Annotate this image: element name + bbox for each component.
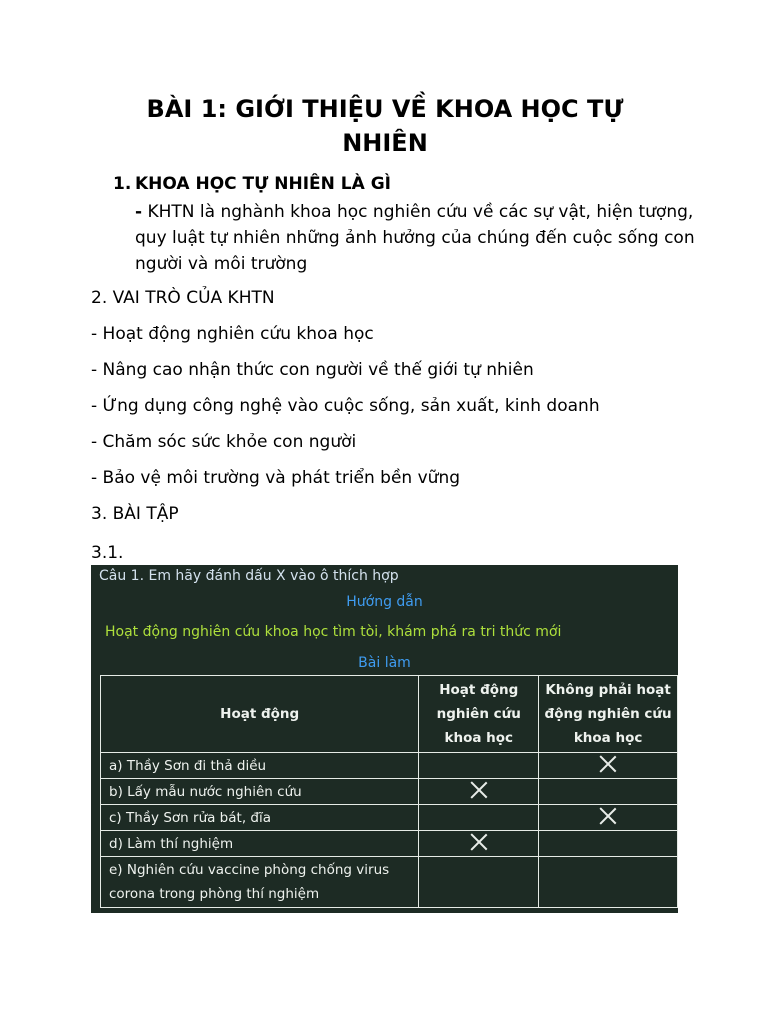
section-1-dash: - xyxy=(135,202,143,222)
research-cell xyxy=(419,779,539,805)
exercise-table xyxy=(100,675,678,908)
section-2-item: - Chăm sóc sức khỏe con người xyxy=(91,432,357,452)
x-mark-icon xyxy=(468,780,490,800)
section-1-body xyxy=(135,199,695,277)
section-3-heading: 3. BÀI TẬP xyxy=(91,504,179,524)
exercise-board-image xyxy=(91,565,678,913)
section-2-item: - Nâng cao nhận thức con người về thế giới tự nhiên xyxy=(91,360,534,380)
section-2-item: - Bảo vệ môi trường và phát triển bền vững xyxy=(91,468,461,488)
section-1-number: 1. xyxy=(113,174,132,194)
research-cell xyxy=(419,857,539,908)
not-research-cell xyxy=(539,831,678,857)
table-header-row xyxy=(101,676,678,753)
not-research-cell xyxy=(539,753,678,779)
x-mark-icon xyxy=(468,832,490,852)
not-research-cell xyxy=(539,779,678,805)
board-work-label: Bài làm xyxy=(358,655,411,671)
activity-cell: d) Làm thí nghiệm xyxy=(101,831,419,857)
research-cell xyxy=(419,831,539,857)
section-2-heading: 2. VAI TRÒ CỦA KHTN xyxy=(91,288,275,308)
section-1-text: KHTN là nghành khoa học nghiên cứu về các sự vật, hiện tượng, quy luật tự nhiên những ảnh hưởng của chúng đến cuộc sống con người và môi trường xyxy=(135,202,695,274)
table-row xyxy=(101,805,678,831)
section-2-item: - Ứng dụng công nghệ vào cuộc sống, sản xuất, kinh doanh xyxy=(91,396,600,416)
header-activity: Hoạt động xyxy=(101,676,419,753)
table-row xyxy=(101,753,678,779)
x-mark-icon xyxy=(597,806,619,826)
table-row xyxy=(101,779,678,805)
not-research-cell xyxy=(539,805,678,831)
header-research: Hoạt động nghiên cứu khoa học xyxy=(419,676,539,753)
table-row xyxy=(101,831,678,857)
page-title: BÀI 1: GIỚI THIỆU VỀ KHOA HỌC TỰ NHIÊN xyxy=(146,95,624,157)
section-3-sub: 3.1. xyxy=(91,543,124,563)
not-research-cell xyxy=(539,857,678,908)
board-question: Câu 1. Em hãy đánh dấu X vào ô thích hợp xyxy=(99,568,399,584)
activity-cell: e) Nghiên cứu vaccine phòng chống virus corona trong phòng thí nghiệm xyxy=(101,857,419,908)
table-row xyxy=(101,857,678,908)
x-mark-icon xyxy=(597,754,619,774)
research-cell xyxy=(419,753,539,779)
activity-cell: a) Thầy Sơn đi thả diều xyxy=(101,753,419,779)
activity-cell: b) Lấy mẫu nước nghiên cứu xyxy=(101,779,419,805)
research-cell xyxy=(419,805,539,831)
section-2-item: - Hoạt động nghiên cứu khoa học xyxy=(91,324,374,344)
board-guide-label: Hướng dẫn xyxy=(346,594,423,610)
activity-cell: c) Thầy Sơn rửa bát, đĩa xyxy=(101,805,419,831)
section-1-heading: KHOA HỌC TỰ NHIÊN LÀ GÌ xyxy=(135,174,391,194)
board-definition: Hoạt động nghiên cứu khoa học tìm tòi, khám phá ra tri thức mới xyxy=(105,624,562,640)
header-not-research: Không phải hoạt động nghiên cứu khoa học xyxy=(539,676,678,753)
